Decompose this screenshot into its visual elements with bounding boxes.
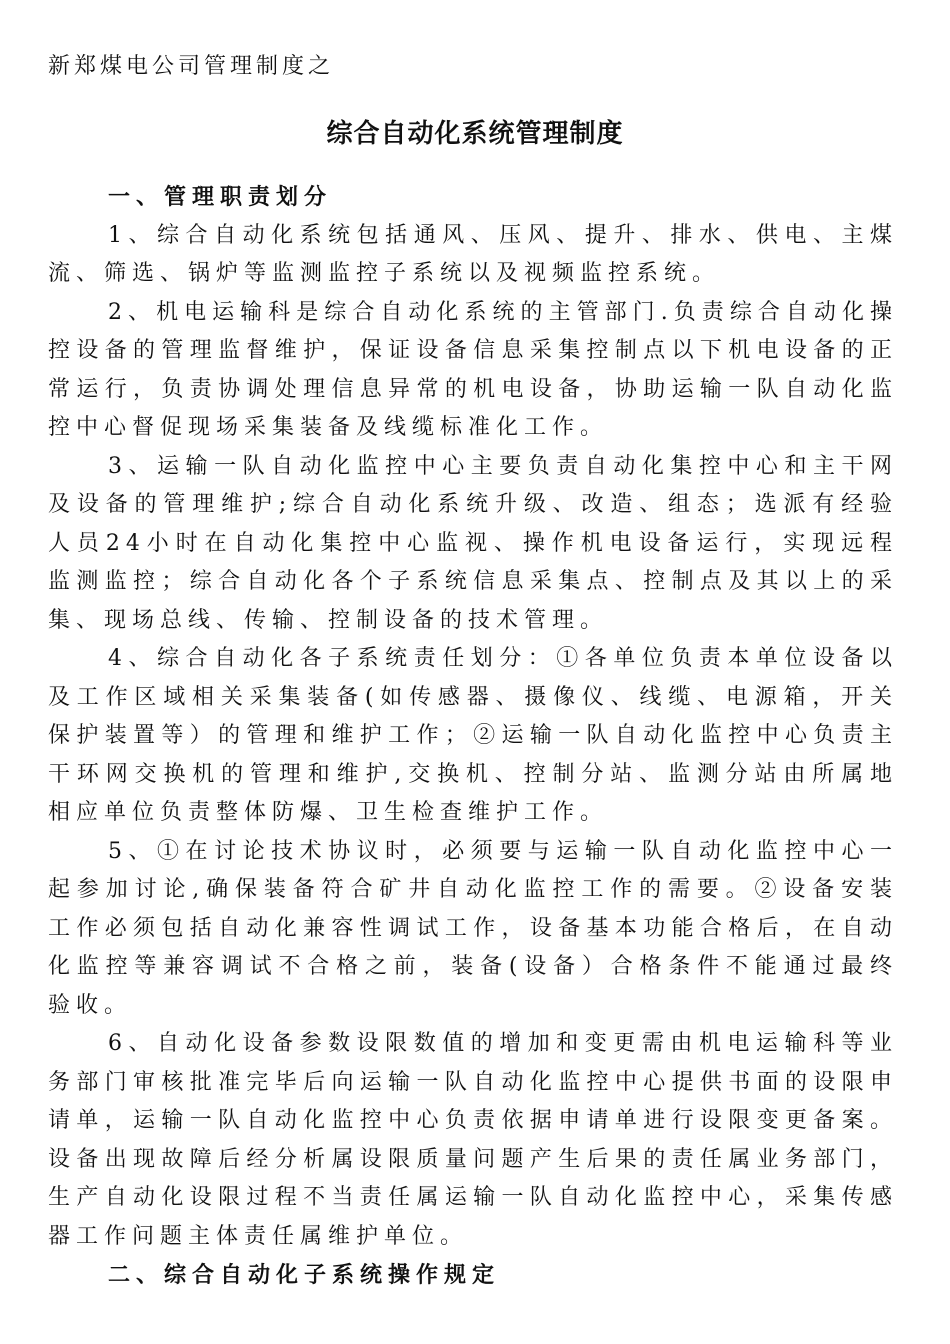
paragraph-3-control-center-duties: 3、运输一队自动化监控中心主要负责自动化集控中心和主干网及设备的管理维护;综合自动化系统升级、改造、组态；选派有经验人员24小时在自动化集控中心监视、操作机电设备运行，实现远程监测监控；综合自动化各个子系统信息采集点、控制点及其以上的采集、现场总线、传输、控制设备的技术管理。 bbox=[48, 453, 898, 633]
paragraph-4-responsibility-division: 4、综合自动化各子系统责任划分：①各单位负责本单位设备以及工作区域相关采集装备(如传感器、摄像仪、线缆、电源箱，开关保护装置等）的管理和维护工作；②运输一队自动化监控中心负责主干环网交换机的管理和维护,交换机、控制分站、监测分站由所属地相应单位负责整体防爆、卫生检查维护工作。 bbox=[48, 646, 898, 825]
paragraph-6-parameter-limits: 6、自动化设备参数设限数值的增加和变更需由机电运输科等业务部门审核批准完毕后向运输一队自动化监控中心提供书面的设限申请单，运输一队自动化监控中心负责依据申请单进行设限变更备案。设备出现故障后经分析属设限质量问题产生后果的责任属业务部门，生产自动化设限过程不当责任属运输一队自动化监控中心，采集传感器工作问题主体责任属维护单位。 bbox=[48, 1031, 898, 1249]
paragraph-5-acceptance-rules: 5、①在讨论技术协议时，必须要与运输一队自动化监控中心一起参加讨论,确保装备符合矿井自动化监控工作的需要。②设备安装工作必须包括自动化兼容性调试工作，设备基本功能合格后，在自动化监控等兼容调试不合格之前，装备(设备）合格条件不能通过最终验收。 bbox=[48, 838, 898, 1018]
paragraph-1-system-scope: 1、综合自动化系统包括通风、压风、提升、排水、供电、主煤流、筛选、锅炉等监测监控子系统以及视频监控系统。 bbox=[48, 222, 898, 286]
document-body bbox=[48, 178, 898, 1295]
document-title: 综合自动化系统管理制度 bbox=[326, 119, 624, 149]
paragraph-2-department-duties: 2、机电运输科是综合自动化系统的主管部门.负责综合自动化操控设备的管理监督维护，保证设备信息采集控制点以下机电设备的正常运行，负责协调处理信息异常的机电设备，协助运输一队自动化监控中心督促现场采集装备及线缆标准化工作。 bbox=[48, 299, 898, 440]
section-heading-responsibilities: 一、管理职责划分 bbox=[108, 184, 333, 210]
section-heading-operation-rules: 二、综合自动化子系统操作规定 bbox=[108, 1262, 501, 1288]
regulation-series-header: 新郑煤电公司管理制度之 bbox=[48, 54, 335, 79]
